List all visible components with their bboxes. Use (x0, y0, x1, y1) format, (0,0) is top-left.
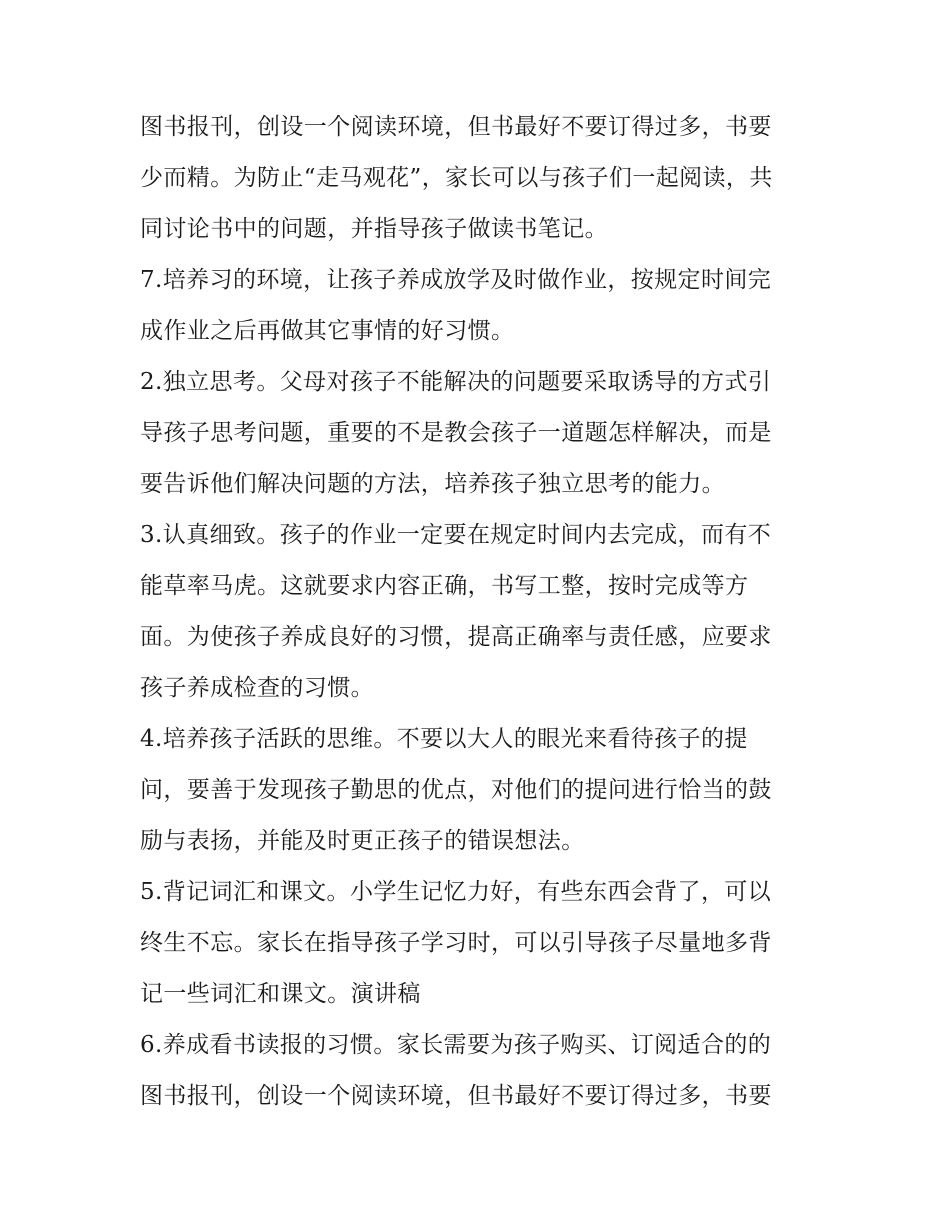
text-line-19: 6.养成看书读报的习惯。家长需要为孩子购买、订阅适合的的 (140, 1032, 772, 1058)
text-line-3: 同讨论书中的问题，并指导孩子做读书笔记。 (140, 216, 608, 242)
text-line-15: 励与表扬，并能及时更正孩子的错误想法。 (140, 828, 585, 854)
text-line-9: 3.认真细致。孩子的作业一定要在规定时间内去完成，而有不 (140, 522, 772, 548)
text-line-20: 图书报刊，创设一个阅读环境，但书最好不要订得过多，书要 (140, 1083, 772, 1109)
text-line-8: 要告诉他们解决问题的方法，培养孩子独立思考的能力。 (140, 471, 725, 497)
text-line-2: 少而精。为防止“走马观花”，家长可以与孩子们一起阅读，共 (140, 165, 773, 191)
text-line-5: 成作业之后再做其它事情的好习惯。 (140, 318, 515, 344)
text-line-4: 7.培养习的环境，让孩子养成放学及时做作业，按规定时间完 (140, 267, 772, 293)
document-page (140, 102, 820, 1122)
text-line-17: 终生不忘。家长在指导孩子学习时，可以引导孩子尽量地多背 (140, 930, 772, 956)
text-line-11: 面。为使孩子养成良好的习惯，提高正确率与责任感，应要求 (140, 624, 772, 650)
text-line-14: 问，要善于发现孩子勤思的优点，对他们的提问进行恰当的鼓 (140, 777, 772, 803)
text-line-1: 图书报刊，创设一个阅读环境，但书最好不要订得过多，书要 (140, 114, 772, 140)
text-line-12: 孩子养成检查的习惯。 (140, 675, 374, 701)
text-line-18: 记一些词汇和课文。演讲稿 (140, 981, 421, 1007)
text-line-6: 2.独立思考。父母对孩子不能解决的问题要采取诱导的方式引 (140, 369, 772, 395)
text-line-7: 导孩子思考问题，重要的不是教会孩子一道题怎样解决，而是 (140, 420, 772, 446)
text-line-16: 5.背记词汇和课文。小学生记忆力好，有些东西会背了，可以 (140, 879, 772, 905)
text-line-10: 能草率马虎。这就要求内容正确，书写工整，按时完成等方 (140, 573, 749, 599)
text-line-13: 4.培养孩子活跃的思维。不要以大人的眼光来看待孩子的提 (140, 726, 748, 752)
